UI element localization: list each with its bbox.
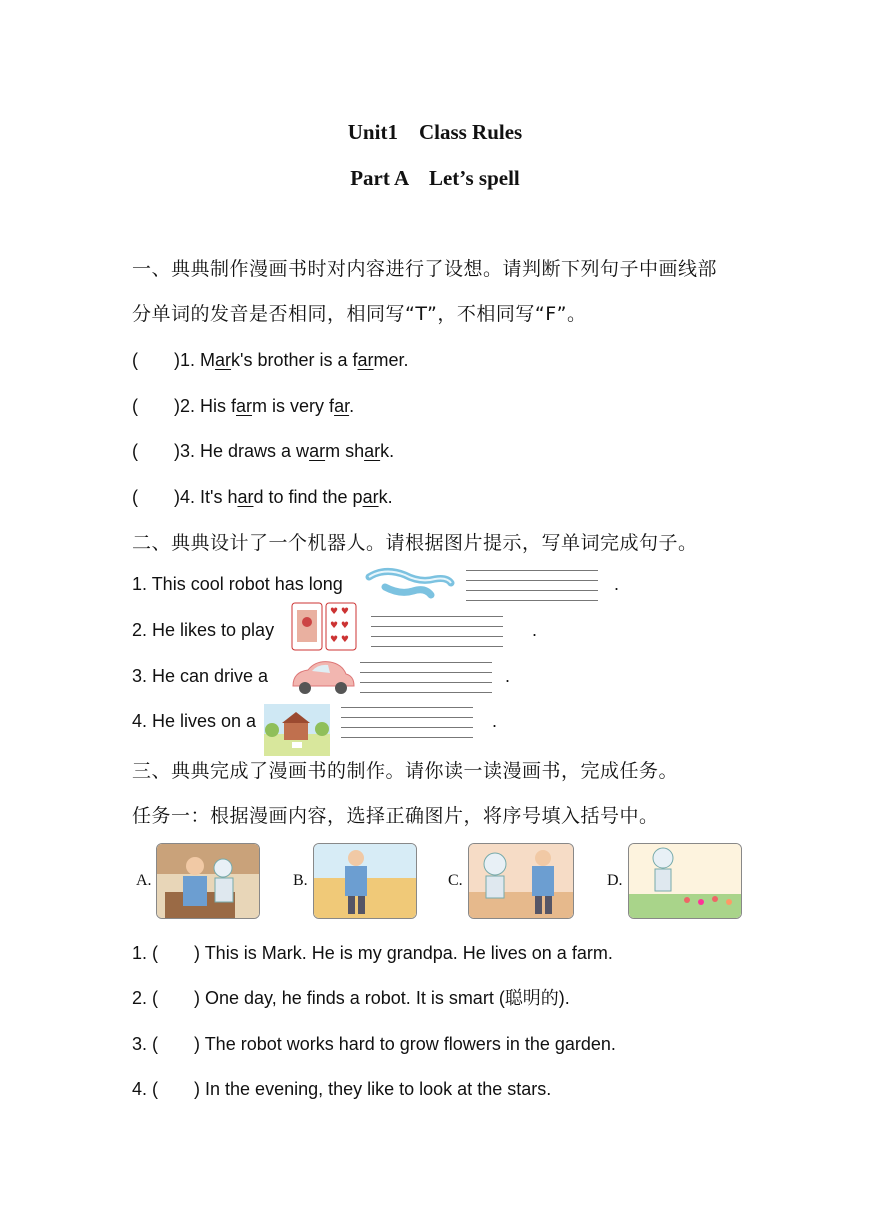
s2-item-4-text: 4. He lives on a [132,711,257,731]
answer-lines[interactable] [341,707,473,747]
s3-item-4: 4. ( ) In the evening, they like to look at the stars. [132,1079,552,1099]
answer-paren[interactable]: 4. ( ) [132,1079,201,1099]
option-b-label: B. [293,872,308,889]
unit-title: Unit1 Class Rules [347,120,523,144]
svg-text:♥ ♥: ♥ ♥ [330,607,349,617]
answer-paren[interactable]: 3. ( ) [132,1034,201,1054]
s1-item-2: ( )2. His farm is very far. [132,396,355,416]
panel-b-picture[interactable] [313,843,417,919]
task-one-heading: 任务一：根据漫画内容，选择正确图片，将序号填入括号中。 [132,805,659,827]
s2-item-3-end: . [505,666,511,686]
s2-item-2-end: . [532,620,538,640]
svg-text:♥ ♥: ♥ ♥ [330,621,349,631]
option-a-label: A. [136,872,152,889]
answer-lines[interactable] [466,570,598,610]
answer-paren[interactable]: ( ) [132,441,180,461]
section1-heading-line2: 分单词的发音是否相同，相同写“T”，不相同写“F”。 [132,303,587,325]
s1-item-4: ( )4. It's hard to find the park. [132,487,393,507]
s2-item-2-text: 2. He likes to play [132,620,275,640]
svg-text:♥ ♥: ♥ ♥ [330,635,349,645]
s1-item-1: ( )1. Mark's brother is a farmer. [132,350,409,370]
answer-paren[interactable]: ( ) [132,350,180,370]
panel-d-picture[interactable] [628,843,742,919]
farm-picture [264,704,330,756]
section1-heading-line1: 一、典典制作漫画书时对内容进行了设想。请判断下列句子中画线部 [132,258,718,280]
s2-item-1-end: . [614,574,620,594]
part-title: Part A Let’s spell [350,166,520,190]
s2-item-3-text: 3. He can drive a [132,666,269,686]
answer-paren[interactable]: ( ) [132,396,180,416]
s3-item-3: 3. ( ) The robot works hard to grow flowers in the garden. [132,1034,616,1054]
section2-heading: 二、典典设计了一个机器人。请根据图片提示，写单词完成句子。 [132,532,698,554]
s2-item-4-end: . [492,711,498,731]
answer-paren[interactable]: 1. ( ) [132,943,201,963]
answer-paren[interactable]: ( ) [132,487,180,507]
answer-lines[interactable] [371,616,503,656]
answer-lines[interactable] [360,662,492,702]
s2-item-1-text: 1. This cool robot has long [132,574,343,594]
panel-c-picture[interactable] [468,843,574,919]
panel-a-picture[interactable] [156,843,260,919]
answer-paren[interactable]: 2. ( ) [132,988,201,1008]
playing-cards-picture [290,602,358,652]
s3-item-1: 1. ( ) This is Mark. He is my grandpa. He lives on a farm. [132,943,613,963]
car-picture [290,658,356,698]
option-d-label: D. [607,872,623,889]
s1-item-3: ( )3. He draws a warm shark. [132,441,395,461]
arm-picture [365,565,455,605]
option-c-label: C. [448,872,463,889]
section3-heading: 三、典典完成了漫画书的制作。请你读一读漫画书，完成任务。 [132,760,679,782]
s3-item-2: 2. ( ) One day, he finds a robot. It is smart (聪明的). [132,988,570,1008]
